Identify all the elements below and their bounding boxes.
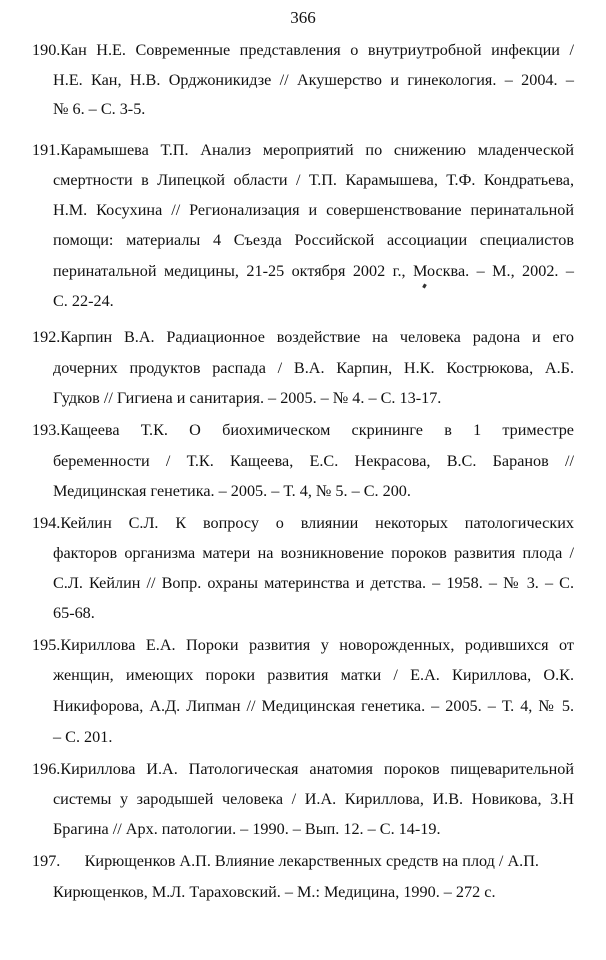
ref-191-line-3: Н.М. Косухина // Регионализация и совершенствование перинатальной <box>53 201 574 219</box>
ref-194-line-1: 194.Кейлин С.Л. К вопросу о влиянии некоторых патологических <box>32 514 574 532</box>
ref-196-line-3: Брагина // Арх. патологии. – 1990. – Вып. 12. – С. 14-19. <box>53 820 441 838</box>
ref-197-line-2: Кирющенков, М.Л. Тараховский. – М.: Медицина, 1990. – 272 с. <box>53 883 496 901</box>
ref-193-line-1: 193.Кащеева Т.К. О биохимическом скрининге в 1 триместре <box>32 421 574 439</box>
ref-192-line-2: дочерних продуктов распада / В.А. Карпин, Н.К. Кострюкова, А.Б. <box>53 359 574 377</box>
ref-191-line-4: помощи: материалы 4 Съезда Российской ассоциации специалистов <box>53 231 574 249</box>
ref-190-line-2: Н.Е. Кан, Н.В. Орджоникидзе // Акушерство и гинекология. – 2004. – <box>53 71 574 89</box>
ref-193-line-3: Медицинская генетика. – 2005. – Т. 4, № 5. – С. 200. <box>53 482 411 500</box>
ref-194-line-2: факторов организма матери на возникновение пороков развития плода / <box>53 544 574 562</box>
ref-195-line-4: – С. 201. <box>53 728 113 746</box>
page-number: 366 <box>290 8 316 27</box>
ref-191-line-1: 191.Карамышева Т.П. Анализ мероприятий по снижению младенческой <box>32 141 574 159</box>
ref-193-line-2: беременности / Т.К. Кащеева, Е.С. Некрасова, В.С. Баранов // <box>53 452 574 470</box>
ref-194-line-4: 65-68. <box>53 604 95 622</box>
ref-195-line-3: Никифорова, А.Д. Липман // Медицинская генетика. – 2005. – Т. 4, № 5. <box>53 697 574 715</box>
ref-196-line-2: системы у зародышей человека / И.А. Кириллова, И.В. Новикова, З.Н <box>53 790 574 808</box>
ref-197-line-1: 197. Кирющенков А.П. Влияние лекарственных средств на плод / А.П. <box>32 852 539 870</box>
ref-192-line-3: Гудков // Гигиена и санитария. – 2005. – № 4. – С. 13-17. <box>53 389 442 407</box>
ref-195-line-2: женщин, имеющих пороки развития матки / Е.А. Кириллова, О.К. <box>53 666 574 684</box>
ref-195-line-1: 195.Кириллова Е.А. Пороки развития у новорожденных, родившихся от <box>32 636 574 654</box>
ref-191-line-5: перинатальной медицины, 21-25 октября 2002 г., Москва. – М., 2002. – <box>53 262 574 280</box>
ref-196-line-1: 196.Кириллова И.А. Патологическая анатомия пороков пищеварительной <box>32 760 574 778</box>
ref-194-line-3: С.Л. Кейлин // Вопр. охраны материнства и детства. – 1958. – № 3. – С. <box>53 574 574 592</box>
stray-mark <box>422 284 427 289</box>
ref-192-line-1: 192.Карпин В.А. Радиационное воздействие на человека радона и его <box>32 328 574 346</box>
ref-191-line-6: С. 22-24. <box>53 292 114 310</box>
ref-190-line-1: 190.Кан Н.Е. Современные представления о внутриутробной инфекции / <box>32 41 574 59</box>
ref-190-line-3: № 6. – С. 3-5. <box>53 100 146 118</box>
ref-191-line-2: смертности в Липецкой области / Т.П. Карамышева, Т.Ф. Кондратьева, <box>53 171 574 189</box>
